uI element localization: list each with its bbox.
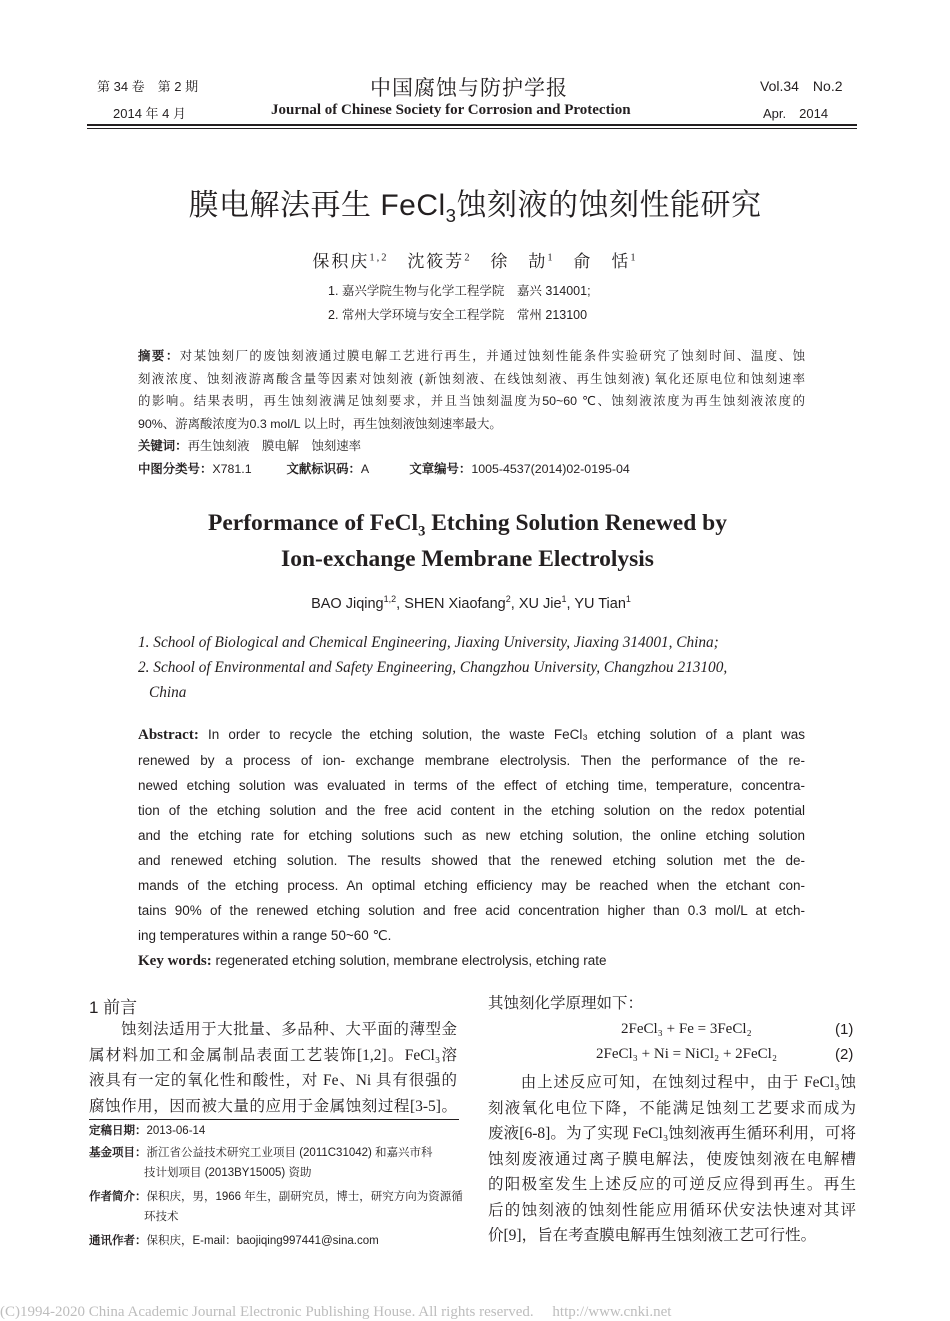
footnote-received (89, 1121, 464, 1141)
header-date-cn: 2014 年 4 月 (113, 106, 186, 121)
footnote-label: 通讯作者： (89, 1235, 147, 1247)
author-en-separator: , (566, 596, 575, 612)
footnote-text: 保积庆，男，1966 年生，副研究员，博士，研究方向为资源循 (146, 1191, 463, 1203)
footnote-rule (89, 1119, 459, 1120)
section-heading: 1 前言 (89, 998, 138, 1017)
abstract-en-line: newed etching solution was evaluated in terms of the effect of etching time, temperature, concentra- (138, 778, 805, 793)
abstract-cn-line: 90%、游离酸浓度为0.3 mol/L 以上时，再生蚀刻液蚀刻速率最大。 (138, 416, 502, 431)
doc-code-value: A (360, 461, 369, 476)
header-volume-issue-cn: 第 34 卷 第 2 期 (97, 79, 199, 94)
footnote-corresponding (89, 1231, 464, 1251)
body-line: 由上述反应可知，在蚀刻过程中，由于 FeCl₃蚀 (488, 1074, 856, 1091)
header-journal-en: Journal of Chinese Society for Corrosion and Protection (271, 102, 631, 118)
title-en-line-1 (0, 505, 935, 541)
footnote-label: 作者简介： (89, 1191, 147, 1203)
author-en-affiliation: 1,2 (383, 594, 397, 605)
header-date-en: Apr. 2014 (763, 106, 829, 121)
classification-line (138, 458, 805, 481)
abstract-cn (138, 345, 805, 480)
affiliation-en-2: 2. School of Environmental and Safety Engineering, Changzhou University, Changzhou 213100, (138, 659, 728, 676)
abstract-en-label: Abstract: (138, 727, 199, 743)
abstract-en-line (138, 722, 805, 748)
title-cn (0, 180, 950, 224)
right-column-intro: 其蚀刻化学原理如下： (488, 995, 644, 1012)
author-cn: 沈筱芳 (407, 252, 465, 271)
body-line: 废液[6-8]。为了实现 FeCl₃蚀刻液再生循环利用，可将 (488, 1125, 856, 1142)
keywords-en-label: Key words: (138, 953, 212, 969)
author-en-separator: , (510, 596, 519, 612)
footnote-text: 浙江省公益技术研究工业项目 (2011C31042) 和嘉兴市科 (146, 1147, 433, 1159)
header-journal-cn: 中国腐蚀与防护学报 (370, 76, 568, 100)
author-cn-affiliation: 1 (630, 252, 638, 264)
header-rule-thick (87, 124, 857, 126)
footnote-label: 定稿日期： (89, 1125, 147, 1137)
author-en-affiliation: 1 (625, 594, 631, 605)
abstract-cn-label: 摘要： (138, 349, 180, 363)
title-cn-subscript: 3 (445, 205, 457, 226)
title-cn-text-end: 蚀刻液的蚀刻性能研究 (456, 189, 762, 222)
equation-1: 2FeCl₃ + Fe = 3FeCl₂ (621, 1021, 752, 1037)
author-cn: 徐 劼 (490, 252, 548, 271)
equation-1-number: (1) (835, 1021, 854, 1038)
body-line: 液具有一定的氧化性和酸性，对 Fe、Ni 具有很强的 (89, 1072, 457, 1089)
author-en-affiliation: 2 (505, 594, 511, 605)
author-en: YU Tian (574, 596, 626, 612)
keywords-en (138, 948, 805, 974)
header-rule-thin (87, 128, 857, 129)
abstract-cn-line: 刻液浓度、蚀刻液游离酸含量等因素对蚀刻液 (新蚀刻液、在线蚀刻液、再生蚀刻液) 氧化还原电位和蚀刻速率 (138, 371, 805, 386)
abstract-en-text: In order to recycle the etching solution, the waste FeCl₃ etching solution of a plant was (208, 727, 805, 742)
doc-code-label: 文献标识码： (286, 461, 361, 476)
affiliation-en-1: 1. School of Biological and Chemical Engineering, Jiaxing University, Jiaxing 314001, China; (138, 634, 719, 651)
author-en-separator: , (396, 596, 405, 612)
body-line: 蚀刻法适用于大批量、多品种、大平面的薄型金 (89, 1021, 457, 1038)
abstract-cn-line (138, 345, 805, 368)
affiliation-en-3: China (149, 684, 187, 701)
footnote-label: 基金项目： (89, 1147, 147, 1159)
title-cn-text: 膜电解法再生 FeCl (188, 189, 446, 222)
abstract-en-line: tains 90% of the renewed etching solution and free acid concentration higher than 0.3 mol/L at etch- (138, 903, 805, 918)
clc-label: 中图分类号： (138, 461, 213, 476)
equation-2: 2FeCl₃ + Ni = NiCl₂ + 2FeCl₂ (596, 1046, 778, 1062)
abstract-en-line: renewed by a process of ion- exchange membrane electrolysis. Then the performance of the re- (138, 753, 805, 768)
equation-2-number: (2) (835, 1046, 854, 1063)
section-body-left (89, 1017, 457, 1119)
author-en-affiliation: 1 (561, 594, 567, 605)
article-id-label: 文章编号： (409, 461, 472, 476)
cnki-watermark: (C)1994-2020 China Academic Journal Electronic Publishing House. All rights reserved. http://www.cnki.net (0, 1304, 672, 1320)
author-en: BAO Jiqing (311, 596, 384, 612)
abstract-en-line: tion of the etching solution and the free acid content in the etching solution on the redox potential (138, 803, 805, 818)
author-cn-affiliation: 1,2 (369, 252, 389, 264)
header-volume-issue-en: Vol.34 No.2 (760, 78, 843, 94)
abstract-en-line: and renewed etching solution. The results showed that the renewed etching solution met the de- (138, 853, 805, 868)
footnote-text: 2013-06-14 (146, 1125, 206, 1137)
abstract-en (138, 722, 805, 974)
body-line: 蚀刻废液通过离子膜电解法，使废蚀刻液在电解槽 (488, 1150, 856, 1168)
title-en-subscript: 3 (418, 523, 426, 540)
author-cn: 俞 恬 (573, 252, 631, 271)
affiliation-cn-1: 1. 嘉兴学院生物与化学工程学院 嘉兴 314001; (328, 284, 591, 298)
abstract-en-line: mands of the etching process. An optimal etching efficiency may be reached when the etchant con- (138, 878, 805, 893)
title-en-text-end: Etching Solution Renewed by (425, 510, 727, 536)
author-en: SHEN Xiaofang (404, 596, 506, 612)
title-en-text: Performance of FeCl (207, 510, 419, 536)
body-line: 的阳极室发生上述反应的可逆反应得到再生。再生 (488, 1176, 856, 1193)
footnote-funding-cont: 技计划项目 (2013BY15005) 资助 (144, 1167, 312, 1179)
body-line: 属材料加工和金属制品表面工艺装饰[1,2]。FeCl₃溶 (89, 1046, 457, 1064)
authors-cn (0, 247, 950, 272)
author-cn-affiliation: 2 (464, 252, 472, 264)
title-en (0, 505, 935, 577)
abstract-cn-line: 的影响。结果表明，再生蚀刻液满足蚀刻要求，并且当蚀刻温度为50~60 ℃、蚀刻液浓度为再生蚀刻液浓度的 (138, 394, 805, 408)
keywords-cn (138, 435, 805, 458)
keywords-en-text: regenerated etching solution, membrane electrolysis, etching rate (215, 953, 607, 968)
title-en-line-2: Ion-exchange Membrane Electrolysis (281, 546, 654, 572)
body-line: 后的蚀刻液的蚀刻性能应用循环伏安法快速对其评 (488, 1201, 856, 1219)
clc-value: X781.1 (212, 461, 252, 476)
footnote-funding (89, 1143, 464, 1163)
abstract-cn-text: 对某蚀刻厂的废蚀刻液通过膜电解工艺进行再生，并通过蚀刻性能条件实验研究了蚀刻时间、温度、蚀 (179, 349, 806, 363)
section-body-right (488, 1070, 856, 1249)
abstract-en-line: and the etching rate for etching solutions such as new etching solution, the online etching solution (138, 828, 805, 843)
author-en: XU Jie (518, 596, 562, 612)
footnote-author-bio-cont: 环技术 (144, 1211, 179, 1223)
footnote-text: 保积庆，E-mail：baojiqing997441@sina.com (146, 1235, 379, 1247)
affiliation-cn-2: 2. 常州大学环境与安全工程学院 常州 213100 (328, 308, 588, 322)
body-line: 刻液氧化电位下降，不能满足蚀刻工艺要求而成为 (488, 1099, 856, 1117)
footnote-author-bio (89, 1187, 464, 1207)
authors-en (0, 596, 942, 612)
body-line: 腐蚀作用，因而被大量的应用于金属蚀刻过程[3-5]。 (89, 1097, 457, 1115)
body-line: 价[9]，旨在考查膜电解再生蚀刻液工艺可行性。 (488, 1227, 817, 1244)
author-cn-affiliation: 1 (547, 252, 555, 264)
article-id-value: 1005-4537(2014)02-0195-04 (471, 461, 630, 476)
author-cn: 保积庆 (312, 252, 370, 271)
keywords-cn-text: 再生蚀刻液 膜电解 蚀刻速率 (187, 439, 362, 453)
keywords-cn-label: 关键词： (138, 439, 188, 453)
abstract-en-line: ing temperatures within a range 50~60 ℃. (138, 928, 392, 943)
footnotes (89, 1121, 464, 1251)
